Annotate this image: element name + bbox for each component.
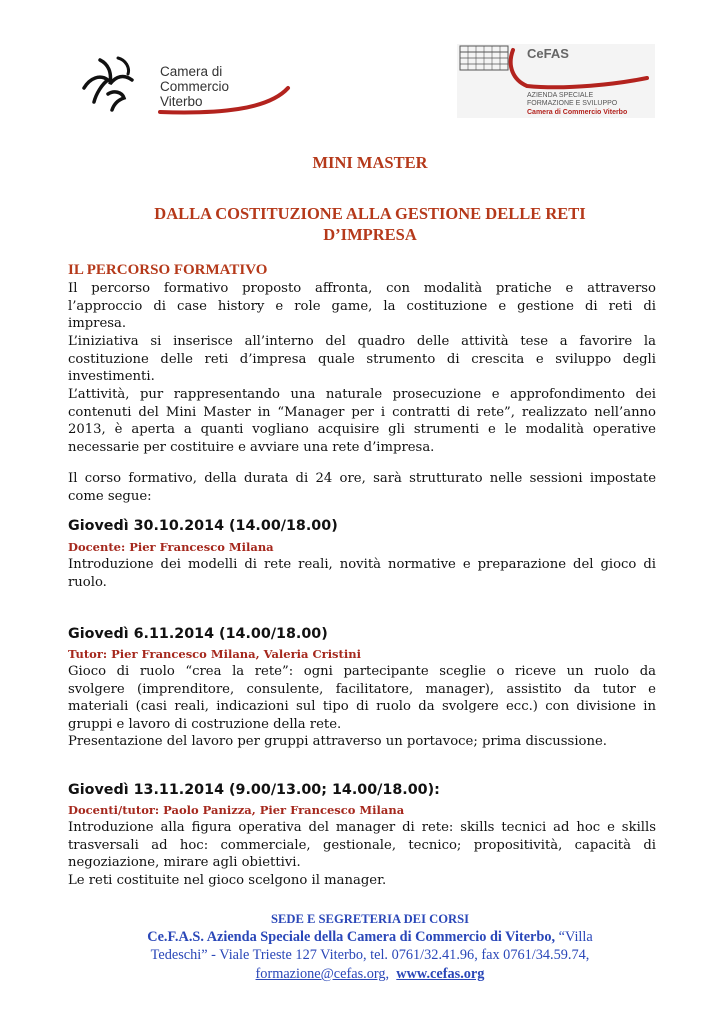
session-1-line: ruolo. (68, 574, 107, 590)
session-3-title: Giovedì 13.11.2014 (9.00/13.00; 14.00/18.00): (68, 782, 440, 798)
session-3-line: Le reti costituite nel gioco scelgono il manager. (68, 872, 387, 888)
title-line2: DALLA COSTITUZIONE ALLA GESTIONE DELLE RETI (154, 204, 586, 223)
camera-commercio-logo (78, 50, 293, 120)
footer-links (60, 965, 680, 983)
cefas-brand: CeFAS (527, 46, 569, 61)
intro-p1-line: l’approccio di case history e role game, la costituzione e gestione di reti di (68, 298, 656, 314)
intro-paragraph-4 (68, 470, 656, 505)
intro-paragraph-1 (68, 280, 656, 333)
intro-paragraph-2 (68, 333, 656, 386)
footer-email-link[interactable]: formazione@cefas.org (255, 965, 386, 982)
title-mini-master: MINI MASTER (312, 153, 428, 172)
intro-p3-line: L’attività, pur rappresentando una naturale prosecuzione e approfondimento dei (68, 387, 656, 402)
session-2-title: Giovedì 6.11.2014 (14.00/18.00) (68, 626, 328, 642)
intro-paragraph-3 (68, 386, 656, 456)
intro-p4-line: come segue: (68, 488, 152, 504)
cefas-sub-line2: FORMAZIONE E SVILUPPO (527, 100, 618, 108)
session-1-line: Introduzione dei modelli di rete reali, novità normative e preparazione del gioco di (68, 557, 656, 572)
intro-p2-line: investimenti. (68, 369, 155, 385)
session-3-description (68, 819, 656, 889)
intro-p2-line: costituzione delle reti d’impresa quale strumento di crescita e sviluppo degli (68, 351, 656, 367)
session-1-title: Giovedì 30.10.2014 (14.00/18.00) (68, 518, 338, 534)
footer-org: Ce.F.A.S. Azienda Speciale della Camera di Commercio di Viterbo, (147, 929, 556, 946)
session-2-tutor: Tutor: Pier Francesco Milana, Valeria Cristini (68, 647, 361, 661)
intro-p1-line: impresa. (68, 316, 127, 332)
cefas-sub-line1: AZIENDA SPECIALE (527, 92, 594, 99)
intro-p3-line: necessarie per costituire e avviare una rete d’impresa. (68, 439, 435, 455)
left-logo-line2: Viterbo (160, 94, 203, 109)
session-3-line: trasversali ad hoc: commerciale, gestionale, tecnico; propositività, capacità di (68, 837, 656, 853)
section-heading: IL PERCORSO FORMATIVO (68, 262, 268, 278)
session-2-line: materiali (casi reali, indicazioni sul tipo di ruolo da svolgere ecc.) con divisione in (68, 699, 656, 715)
footer-website-link[interactable]: www.cefas.org (396, 965, 485, 982)
intro-p3-line: 2013, è aperta a quanti vogliano acquisire gli strumenti e le modalità operative (68, 422, 656, 438)
session-3-line: Introduzione alla figura operativa del manager di rete: skills tecnici ad hoc e skills (68, 820, 656, 835)
intro-p1-line: Il percorso formativo proposto affronta, con modalità pratiche e attraverso (68, 281, 656, 296)
intro-p4-line: Il corso formativo, della durata di 24 ore, sarà strutturato nelle sessioni impostate (68, 471, 656, 486)
footer-heading: SEDE E SEGRETERIA DEI CORSI (270, 912, 470, 926)
cefas-sub-line3: Camera di Commercio Viterbo (527, 108, 628, 116)
session-2-line: Presentazione del lavoro per gruppi attraverso un portavoce; prima discussione. (68, 734, 607, 750)
title-line3: D’IMPRESA (323, 225, 417, 244)
session-3-line: negoziazione, mirare agli obiettivi. (68, 855, 301, 871)
session-2-description (68, 663, 656, 751)
cefas-logo (457, 44, 655, 118)
session-2-line: Gioco di ruolo “crea la rete”: ogni partecipante sceglie o riceve un ruolo da (68, 664, 656, 679)
footer-separator: , (385, 965, 390, 982)
session-2-line: gruppi e lavoro di costruzione della rete. (68, 716, 342, 732)
footer-address: Tedeschi” - Viale Trieste 127 Viterbo, tel. 0761/32.41.96, fax 0761/34.59.74, (150, 947, 590, 964)
footer-villa: “Villa (555, 929, 593, 946)
session-1-docente: Docente: Pier Francesco Milana (68, 540, 274, 554)
intro-p2-line: L’iniziativa si inserisce all’interno del quadro delle attività tese a favorire la (68, 334, 656, 349)
footer-org-line (60, 928, 680, 946)
camera-commercio-swoosh-icon (78, 50, 293, 120)
footer (60, 910, 680, 983)
session-1-description (68, 556, 656, 591)
left-logo-line1: Camera di Commercio (160, 64, 230, 94)
cefas-subtitle (527, 92, 627, 117)
session-3-docenti: Docenti/tutor: Paolo Panizza, Pier Francesco Milana (68, 803, 405, 817)
intro-p3-line: contenuti del Mini Master in “Manager per i contratti di rete”, realizzato nell’anno (68, 404, 656, 420)
session-2-line: svolgere (imprenditore, consulente, facilitatore, manager), assistito da tutor e (68, 681, 656, 697)
